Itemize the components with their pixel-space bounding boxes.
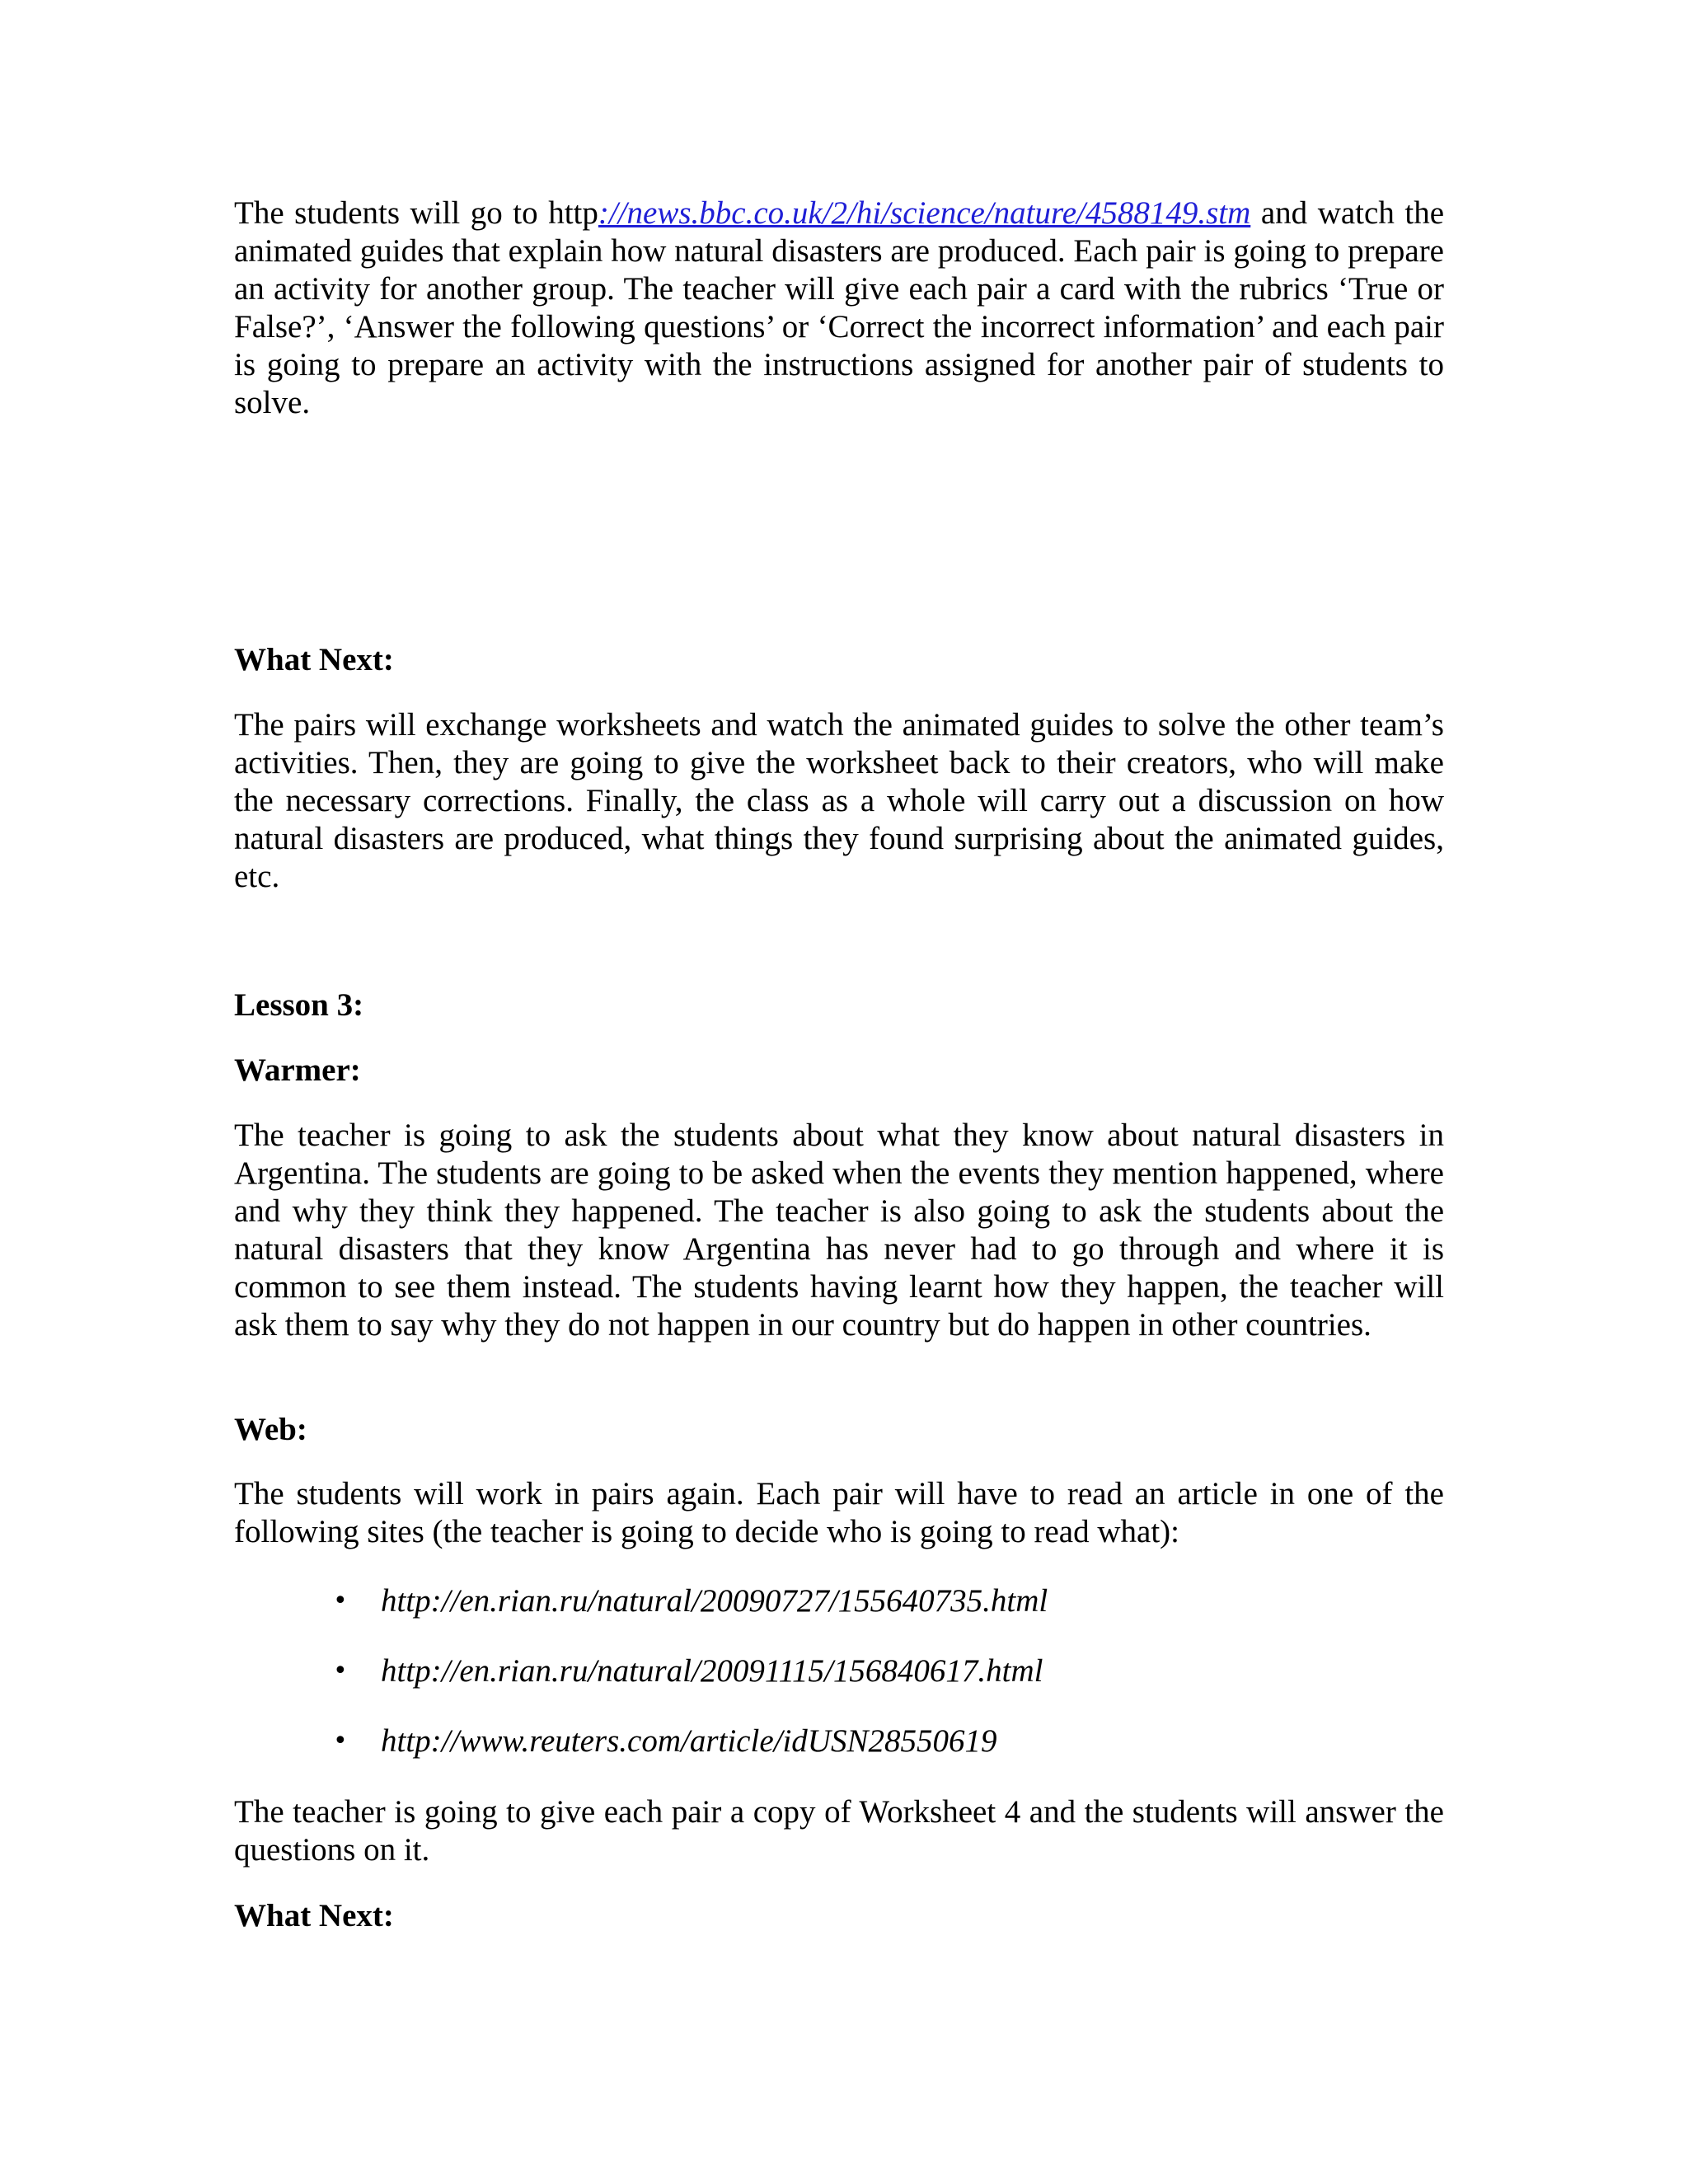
web-paragraph: The students will work in pairs again. Each pair will have to read an article in one of the following sites (the teacher is going to decide who is going to read what): (234, 1476, 1444, 1549)
warmer-paragraph: The teacher is going to ask the students about what they know about natural disasters in Argentina. The students are going to be asked when the events they mention happened, where and why they think they happened. The teacher is also going to ask the students about the natural disasters that they know Argentina has never had to go through and where it is common to see them instead. The students having learnt how they happen, the teacher will ask them to say why they do not happen in our country but do happen in other countries. (234, 1118, 1444, 1343)
intro-paragraph (234, 194, 1444, 422)
rian-link-2[interactable]: http://en.rian.ru/natural/20091115/156840617.html (381, 1653, 1043, 1689)
web-heading-block (234, 1411, 1444, 1449)
what-next-heading-2: What Next: (234, 1898, 394, 1933)
what-next-heading-2-block (234, 1897, 1444, 1935)
rian-link-1[interactable]: http://en.rian.ru/natural/20090727/155640735.html (381, 1583, 1048, 1619)
bbc-link[interactable]: ://news.bbc.co.uk/2/hi/science/nature/4588149.stm (598, 195, 1251, 231)
lesson-3-heading: Lesson 3: (234, 987, 364, 1023)
intro-block (234, 194, 1444, 422)
worksheet-paragraph: The teacher is going to give each pair a copy of Worksheet 4 and the students will answer the questions on it. (234, 1794, 1444, 1868)
warmer-heading-block (234, 1052, 1444, 1090)
lesson-3-heading-block (234, 987, 1444, 1024)
list-item (234, 1652, 1444, 1690)
intro-prefix: The students will go to http (234, 195, 598, 231)
what-next-block-1 (234, 706, 1444, 896)
intro-rest: and watch the animated guides that explain how natural disasters are produced. Each pair is going to prepare an activity for another group. The teacher will give each pair a card with the rubrics ‘True or False?’, ‘Answer the following questions’ or ‘Correct the incorrect information’ and each pair is going to prepare an activity with the instructions assigned for another pair of students to solve. (234, 195, 1445, 420)
web-block (234, 1475, 1444, 1551)
list-item (234, 1722, 1444, 1760)
warmer-heading: Warmer: (234, 1052, 361, 1088)
bullet-icon: • (333, 1727, 348, 1755)
warmer-block (234, 1117, 1444, 1344)
what-next-heading-1: What Next: (234, 642, 394, 677)
bullet-icon: • (333, 1586, 348, 1615)
reuters-link[interactable]: http://www.reuters.com/article/idUSN28550619 (381, 1723, 997, 1759)
list-item (234, 1582, 1444, 1620)
worksheet-block (234, 1793, 1444, 1869)
what-next-heading-1-block (234, 641, 1444, 679)
bullet-icon: • (333, 1657, 348, 1685)
web-heading: Web: (234, 1412, 307, 1447)
what-next-paragraph-1: The pairs will exchange worksheets and watch the animated guides to solve the other team’s activities. Then, they are going to give the worksheet back to their creators, who will make the necessary corrections. Finally, the class as a whole will carry out a discussion on how natural disasters are produced, what things they found surprising about the animated guides, etc. (234, 707, 1444, 894)
